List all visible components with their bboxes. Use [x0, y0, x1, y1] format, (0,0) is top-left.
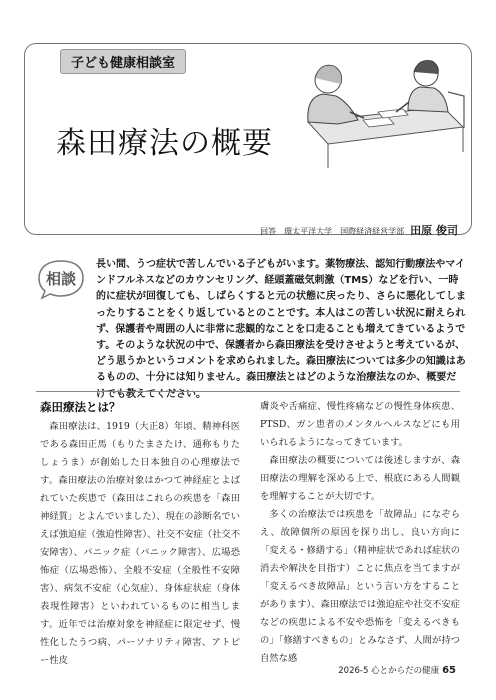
- section-tag: 子ども健康相談室: [60, 49, 186, 74]
- consultation-text: 長い間、うつ症状で苦しんでいる子どもがいます。薬物療法、認知行動療法やマインドフルネスなどのカウンセリング、経頭蓋磁気刺激（TMS）などを行い、一時的に症状が回復しても、しばらくすると元の状態に戻ったり、さらに悪化してしまったりすることをくり返しているとのことです。本人はこの苦しい状況に耐えられず、保護者や周囲の人に非常に悲観的なことを口走ることも増えてきているようです。そのような状況の中で、保護者から森田療法を受けさせようと考えているが、どう思うかというコメントを求められました。森田療法については多少の知識はあるものの、十分には知りません。森田療法とはどのような治療法なのか、概要だけでも教えてください。: [96, 259, 466, 400]
- section-divider: [36, 391, 460, 392]
- article-heading: 森田療法とは？: [40, 400, 121, 414]
- page-number: 65: [442, 665, 456, 676]
- byline: [260, 222, 458, 238]
- page-title: 森田療法の概要: [56, 126, 273, 161]
- byline-affiliation: 回答 環太平洋大学 国際経済経営学部: [260, 227, 405, 236]
- consultation-illustration-icon: [268, 52, 468, 170]
- article-paragraph: 森田療法の概要については後述しますが、森田療法の理解を深める上で、根底にある人間観を理解することが大切です。: [260, 455, 460, 502]
- author-name: 田原 俊司: [410, 224, 458, 237]
- consultation-badge-label: 相談: [45, 270, 76, 288]
- article-paragraph: 森田療法は、1919（大正8）年頃、精神科医である森田正馬（もりたまさたけ、通称もりたしょうま）が創始した日本独自の心理療法です。森田療法の治療対象はかつて神経症とよばれていた疾患で（森田はこれらの疾患を「森田神経質」とよんでいました）、現在の診断名でいえば強迫症（強迫性障害）、社交不安症（社交不安障害）、パニック症（パニック障害）、広場恐怖症（広場恐怖）、全般不安症（全般性不安障害）、病気不安症（心気症）、身体症状症（身体表現性障害）といわれているものに相当します。近年では治療対象を神経症に限定せず、慢性化したうつ病、パーソナリティ障害、アトピー性皮: [40, 421, 240, 666]
- article-paragraph: 多くの治療法では疾患を「故障品」になぞらえ、故障個所の原因を探り出し、良い方向に「変える・修繕する」（精神症状であれば症状の消去や解決を目指す）ことに焦点を当てますが「変えるべき故障品」という言い方をすることがあります）、森田療法では強迫症や社交不安症などの疾患による不安や恐怖を「変えるべきもの」「修繕すべきもの」とみなさず、人間が持つ自然な感: [260, 509, 460, 664]
- article-column-right: [260, 398, 460, 668]
- article-column-left: [40, 398, 240, 670]
- article-paragraph: 膚炎や舌痛症、慢性疼痛などの慢性身体疾患、PTSD、ガン患者のメンタルヘルスなどにも用いられるようになってきています。: [260, 401, 460, 448]
- page-footer: [338, 664, 456, 676]
- issue-label: 2026-5 心とからだの健康: [338, 666, 440, 676]
